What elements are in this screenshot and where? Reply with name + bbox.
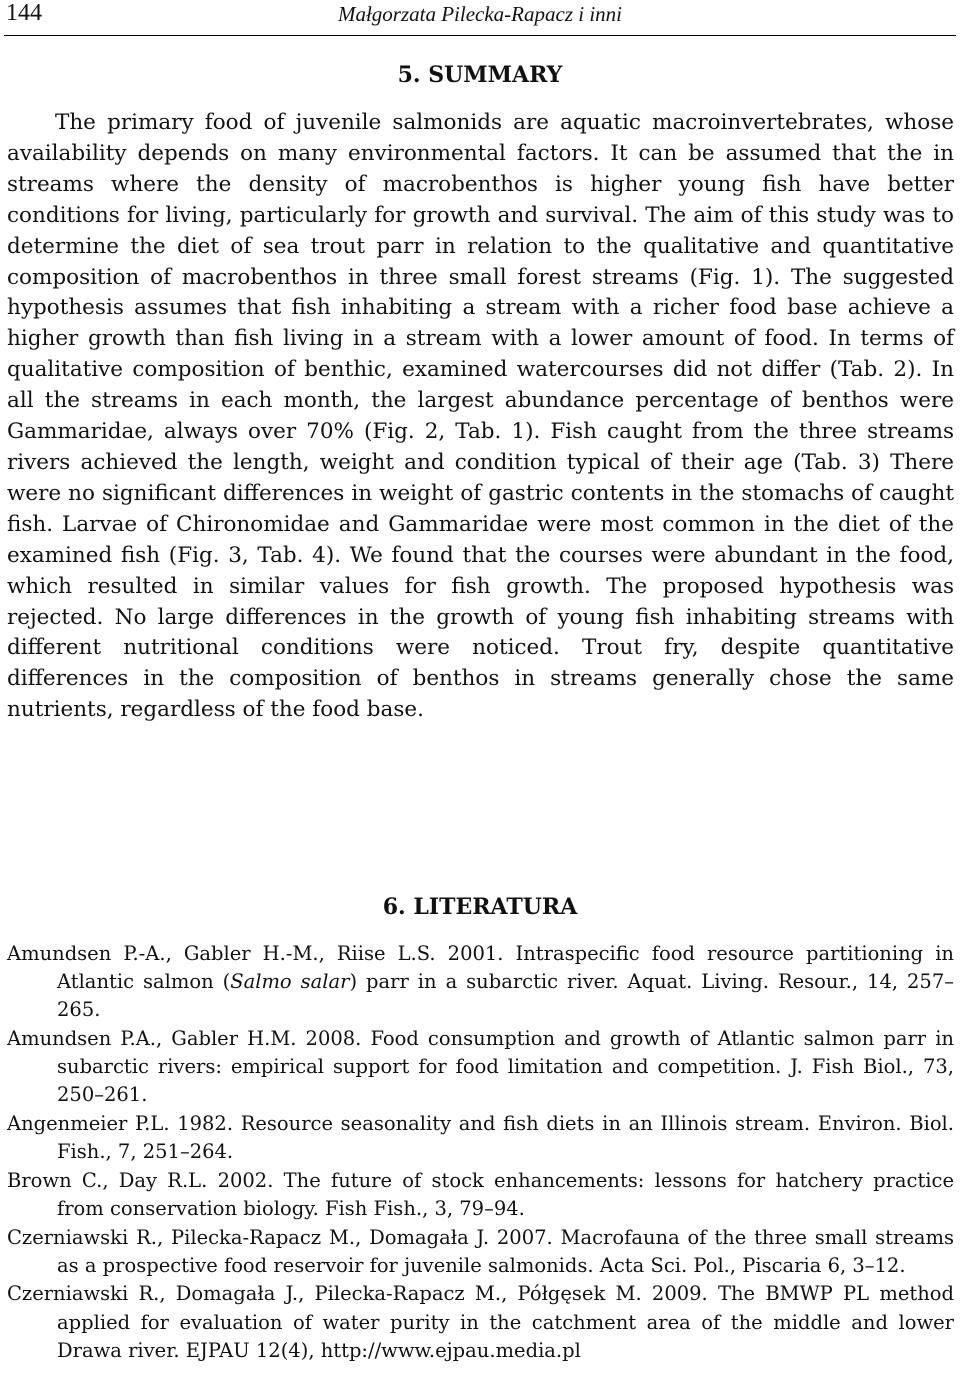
reference-item: Czerniawski R., Domagała J., Pilecka-Rapacz M., Półgęsek M. 2009. The BMWP PL method applied for evaluation of water purity in the catchment area of the middle and lower Drawa river. EJPAU 12(4), http://www.ejpau.media.pl: [7, 1282, 954, 1362]
reference-list: [7, 940, 954, 1365]
species-name: Salmo salar: [230, 970, 350, 994]
running-head: Małgorzata Pilecka-Rapacz i inni: [337, 2, 623, 26]
reference-text: ) parr in a subarctic river. Aquat. Living. Resour., 14, 257–265.: [57, 970, 954, 1022]
summary-paragraph: The primary food of juvenile salmonids are aquatic macroinvertebrates, whose availability depends on many environmental factors. It can be assumed that the in streams where the density of macrobenthos is higher young fish have better conditions for living, particularly for growth and survival. The aim of this study was to determine the diet of sea trout parr in relation to the qualitative and quantitative composition of macrobenthos in three small forest streams (Fig. 1). The suggested hypothesis assumes that fish inhabiting a stream with a richer food base achieve a higher growth than fish living in a stream with a lower amount of food. In terms of qualitative composition of benthic, examined watercourses did not differ (Tab. 2). In all the streams in each month, the largest abundance percentage of benthos were Gammaridae, always over 70% (Fig. 2, Tab. 1). Fish caught from the three streams rivers achieved the length, weight and condition typical of their age (Tab. 3) There were no significant differences in weight of gastric contents in the stomachs of caught fish. Larvae of Chironomidae and Gammaridae were most common in the diet of the examined fish (Fig. 3, Tab. 4). We found that the courses were abundant in the food, which resulted in similar values for fish growth. The proposed hypothesis was rejected. No large differences in the growth of young fish inhabiting streams with different nutritional conditions were noticed. Trout fry, despite quantitative differences in the composition of benthos in streams generally chose the same nutrients, regardless of the food base.: [7, 110, 954, 723]
reference-item: Amundsen P.A., Gabler H.M. 2008. Food consumption and growth of Atlantic salmon parr in subarctic rivers: empirical support for food limitation and competition. J. Fish Biol., 73, 250–261.: [7, 1027, 954, 1107]
summary-heading: 5. SUMMARY: [397, 62, 563, 88]
reference-text: Amundsen P.-A., Gabler H.-M., Riise L.S. 2001. Intraspecific food resource partitioning in Atlantic salmon (: [7, 942, 954, 994]
header-rule: [4, 35, 956, 36]
reference-item: [7, 940, 954, 1025]
page-header: [0, 0, 960, 34]
reference-item: Czerniawski R., Pilecka-Rapacz M., Domagała J. 2007. Macrofauna of the three small streams as a prospective food reservoir for juvenile salmonids. Acta Sci. Pol., Piscaria 6, 3–12.: [7, 1225, 954, 1277]
reference-item: Brown C., Day R.L. 2002. The future of stock enhancements: lessons for hatchery practice from conservation biology. Fish Fish., 3, 79–94.: [7, 1168, 954, 1220]
reference-item: Angenmeier P.L. 1982. Resource seasonality and fish diets in an Illinois stream. Environ. Biol. Fish., 7, 251–264.: [7, 1112, 954, 1164]
literature-heading: 6. LITERATURA: [382, 894, 578, 920]
page-number: 144: [6, 0, 42, 26]
